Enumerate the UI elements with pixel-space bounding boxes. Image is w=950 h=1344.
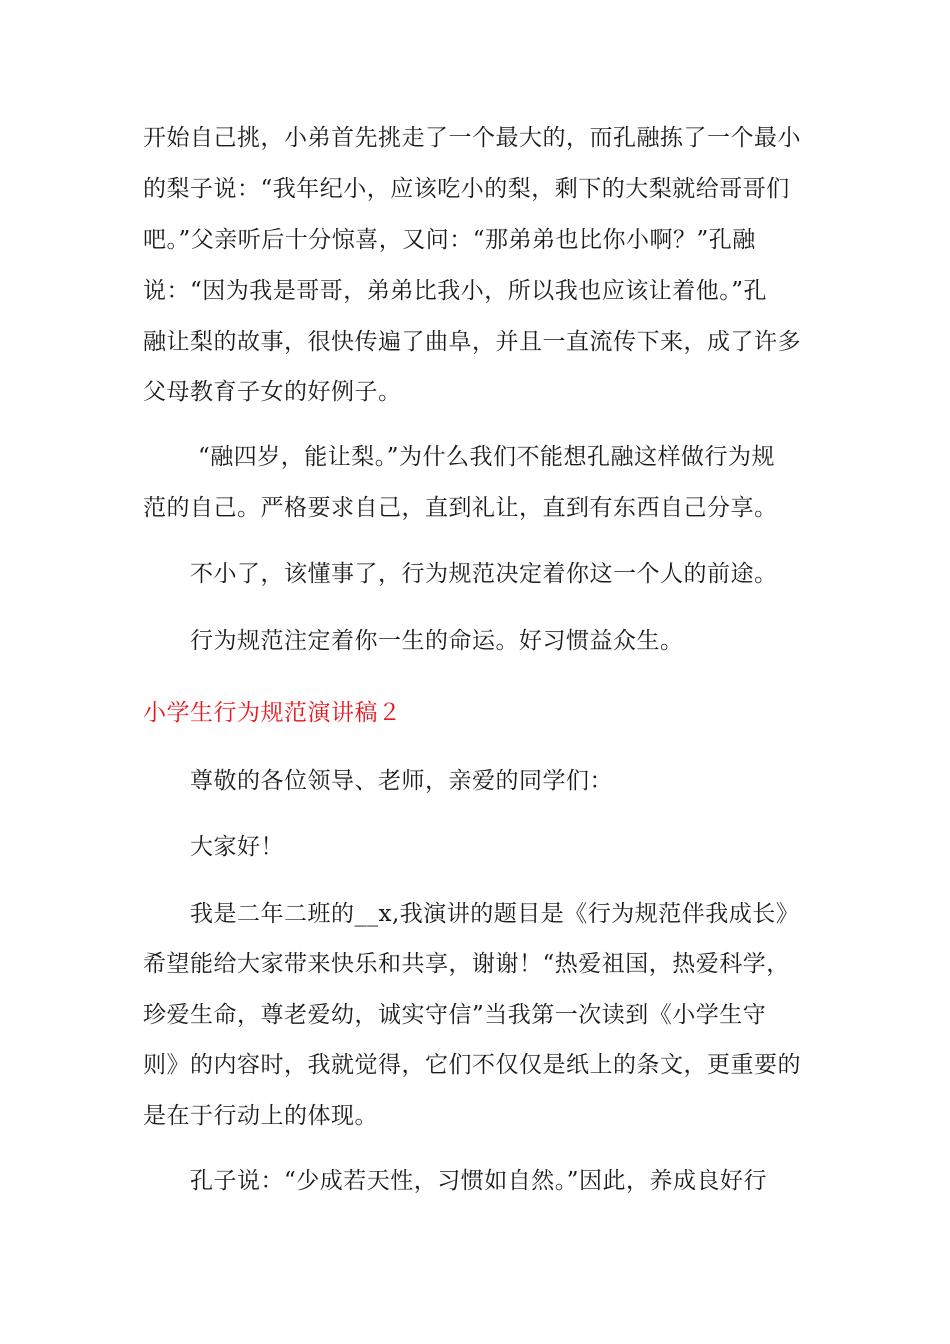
paragraph-line: 说：“因为我是哥哥，弟弟比我小，所以我也应该让着他。”孔 xyxy=(143,278,768,304)
section-heading: 小学生行为规范演讲稿２ xyxy=(143,700,402,726)
paragraph-line: 开始自己挑，小弟首先挑走了一个最大的，而孔融拣了一个最小 xyxy=(143,125,801,151)
paragraph-line: 父母教育子女的好例子。 xyxy=(143,379,402,405)
paragraph-line: 则》的内容时，我就觉得，它们不仅仅是纸上的条文，更重要的 xyxy=(143,1052,801,1078)
paragraph-line: 行为规范注定着你一生的命运。好习惯益众生。 xyxy=(190,628,684,654)
paragraph-line: 范的自己。严格要求自己，直到礼让，直到有东西自己分享。 xyxy=(143,495,778,521)
paragraph-line: 融让梨的故事，很快传遍了曲阜，并且一直流传下来，成了许多 xyxy=(143,329,801,355)
paragraph-line: 珍爱生命，尊老爱幼，诚实守信”当我第一次读到《小学生守 xyxy=(143,1002,767,1028)
paragraph-line: 希望能给大家带来快乐和共享，谢谢！“热爱祖国，热爱科学， xyxy=(143,951,790,977)
paragraph-line: 是在于行动上的体现。 xyxy=(143,1103,378,1129)
paragraph-line: “融四岁，能让梨。”为什么我们不能想孔融这样做行为规 xyxy=(198,444,776,470)
paragraph-line: 吧。”父亲听后十分惊喜，又问：“那弟弟也比你小啊？”孔融 xyxy=(143,227,756,253)
paragraph-line: 尊敬的各位领导、老师，亲爱的同学们： xyxy=(190,768,613,794)
paragraph-line: 不小了，该懂事了，行为规范决定着你这一个人的前途。 xyxy=(190,561,778,587)
paragraph-line: 大家好！ xyxy=(190,834,284,860)
paragraph-line: 孔子说：“少成若天性，习惯如自然。”因此，养成良好行 xyxy=(190,1168,768,1194)
paragraph-line: 我是二年二班的__x,我演讲的题目是《行为规范伴我成长》 xyxy=(190,901,800,927)
paragraph-line: 的梨子说：“我年纪小，应该吃小的梨，剩下的大梨就给哥哥们 xyxy=(143,176,790,202)
